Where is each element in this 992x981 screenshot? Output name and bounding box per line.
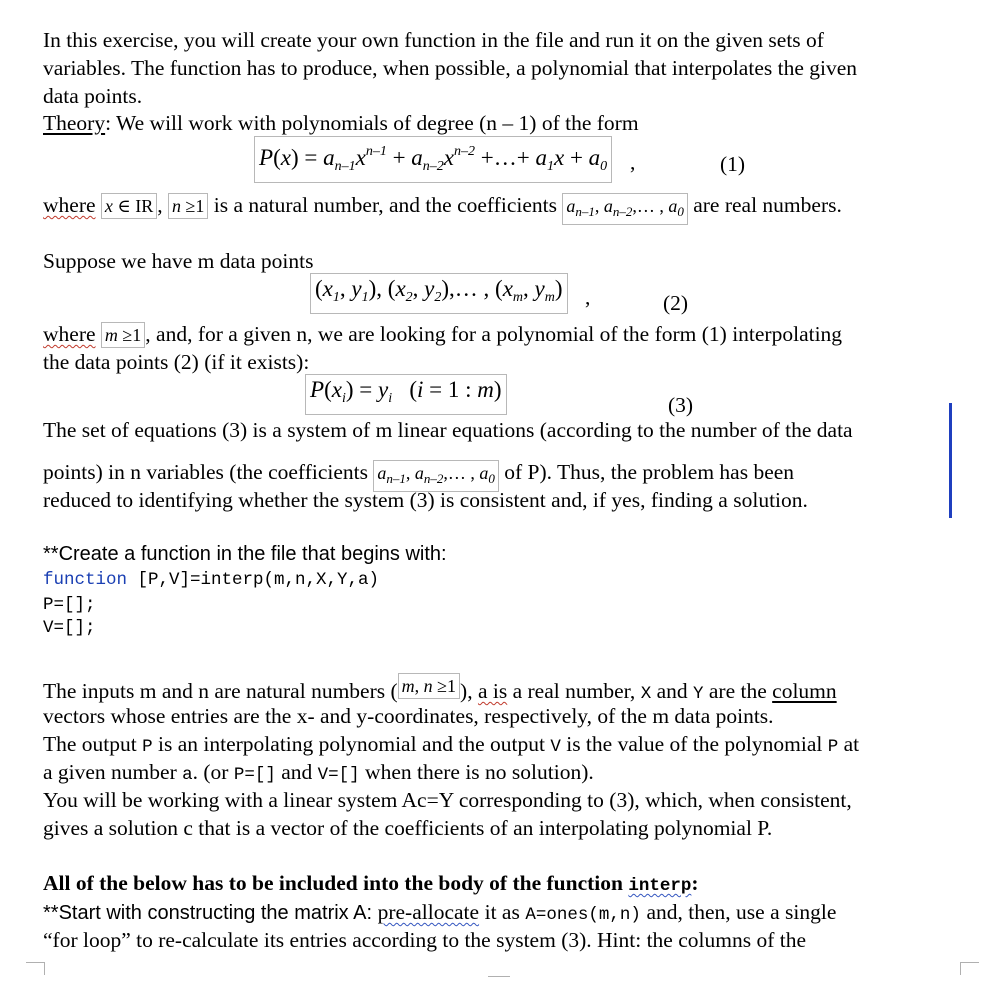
output-v: V	[550, 737, 561, 757]
equation-1-comma: ,	[630, 150, 636, 174]
output-p: P	[142, 737, 153, 757]
theory-line	[43, 109, 639, 137]
inputs-line-2: vectors whose entries are the x- and y-coordinates, respectively, of the m data points.	[43, 704, 774, 728]
code-line-2: P=[];	[43, 595, 96, 615]
where-line-2	[43, 320, 842, 348]
equation-2-datapoints: ($x_1$, $y_1$), ($x_2$, $y_2),\dots$ , ($x_m$, $y_m$)	[310, 273, 568, 314]
n-geq-1-box: n ≥1	[168, 193, 208, 219]
inputs-and: and	[656, 679, 688, 703]
output-p-2: P	[827, 737, 839, 757]
inputs-1d: a real number,	[512, 679, 636, 703]
output-line-1	[43, 730, 859, 761]
start-line-1	[43, 898, 836, 929]
equation-2-number: (2)	[663, 291, 689, 315]
body-bold-a: All of the below has to be included into the body of the function	[43, 871, 623, 895]
where-line-1: where x ∈ IR , n ≥1 is a natural number, and the coefficients $a_{n-1}$, $a_{n-2},\dots$ , $a_0$ are real numbers.	[43, 191, 842, 225]
system-line-1: The set of equations (3) is a system of m linear equations (according to the number of the data	[43, 418, 853, 442]
code-line-1	[43, 566, 379, 594]
suppose-line: Suppose we have m data points	[43, 249, 314, 273]
equation-2-comma: ,	[585, 285, 591, 309]
code-line-3: V=[];	[43, 618, 96, 638]
intro-line-3: data points.	[43, 84, 143, 108]
start-preallocate: pre-allocate	[377, 900, 480, 924]
create-heading: **Create a function in the file that begins with:	[43, 543, 447, 565]
inputs-column: column	[772, 679, 837, 703]
output-1e: is the value of the polynomial	[566, 732, 823, 756]
inputs-x: X	[640, 684, 652, 704]
equation-3-system: $P(x_i) = y_i$ (i = 1 : m)	[305, 374, 507, 415]
page-corner-left	[26, 962, 45, 975]
system-line-3: reduced to identifying whether the system (3) is consistent and, if yes, finding a solution.	[43, 488, 808, 512]
page-bottom-mark	[488, 976, 510, 977]
theory-label: Theory	[43, 111, 106, 135]
m-n-geq-1-box: m, n ≥1	[398, 673, 460, 699]
start-ones: A=ones(m,n)	[525, 905, 641, 925]
page-corner-right	[960, 962, 979, 975]
output-a: a	[182, 765, 193, 785]
theory-text: : We will work with polynomials of degree (n – 1) of the form	[105, 111, 639, 135]
natural-text: is a natural number, and the coefficients	[213, 193, 557, 217]
x-in-reals-box: x ∈ IR	[101, 193, 157, 219]
code-keyword: function	[43, 570, 128, 590]
body-bold-line	[43, 869, 699, 900]
m-geq-1-box: m ≥1	[101, 322, 145, 348]
start-line-2: “for loop” to re-calculate its entries according to the system (3). Hint: the columns of the	[43, 928, 807, 952]
equation-3-number: (3)	[668, 393, 694, 417]
intro-line-1: In this exercise, you will create your own function in the file and run it on the given sets of	[43, 28, 824, 52]
output-2c: . (or	[192, 760, 229, 784]
coefficients-box: $a_{n-1}$, $a_{n-2},\dots$ , $a_0$	[562, 193, 688, 225]
output-2a: a given number	[43, 760, 177, 784]
linear-line-1: You will be working with a linear system Ac=Y corresponding to (3), which, when consistent,	[43, 788, 852, 812]
body-interp: interp	[628, 876, 692, 896]
start-e: and, then, use a single	[646, 900, 837, 924]
output-1c: is an interpolating polynomial and the output	[158, 732, 545, 756]
real-text: are real numbers.	[693, 193, 842, 217]
output-at: at	[843, 732, 860, 756]
where-word-2: where	[43, 322, 96, 346]
output-line-2	[43, 758, 594, 789]
linear-line-2: gives a solution c that is a vector of the coefficients of an interpolating polynomial P.	[43, 816, 773, 840]
output-p-empty: P=[]	[233, 765, 276, 785]
inputs-1c: a is	[477, 679, 508, 703]
system-2b: of P). Thus, the problem has been	[504, 460, 795, 484]
output-v-empty: V=[]	[317, 765, 360, 785]
start-a: **Start with constructing the matrix A:	[43, 902, 373, 924]
body-colon: :	[691, 871, 699, 895]
start-c: it as	[484, 900, 520, 924]
system-2a: points) in n variables (the coefficients	[43, 460, 368, 484]
inputs-1b: ),	[460, 679, 473, 703]
output-2g: when there is no solution).	[365, 760, 594, 784]
revision-change-bar	[949, 403, 952, 518]
equation-1-polynomial: $P(x) = a_{n-1}x^{n-1} + a_{n-2}x^{n-2}$ +…+ $a_1x + a_0$	[254, 136, 612, 183]
output-1a: The output	[43, 732, 137, 756]
output-and: and	[281, 760, 313, 784]
inputs-1a: The inputs m and n are natural numbers (	[43, 679, 398, 703]
equation-1-number: (1)	[720, 152, 746, 176]
where2-text: , and, for a given n, we are looking for a polynomial of the form (1) interpolating	[145, 322, 843, 346]
where-line-2b: the data points (2) (if it exists):	[43, 350, 310, 374]
code-signature: [P,V]=interp(m,n,X,Y,a)	[127, 570, 380, 590]
where-word: where	[43, 193, 96, 217]
inputs-are-the: are the	[708, 679, 767, 703]
inputs-y: Y	[693, 684, 704, 704]
coefficients-box-2: $a_{n-1}$, $a_{n-2},\dots$ , $a_0$	[373, 460, 499, 492]
intro-line-2: variables. The function has to produce, when possible, a polynomial that interpolates the given	[43, 56, 858, 80]
